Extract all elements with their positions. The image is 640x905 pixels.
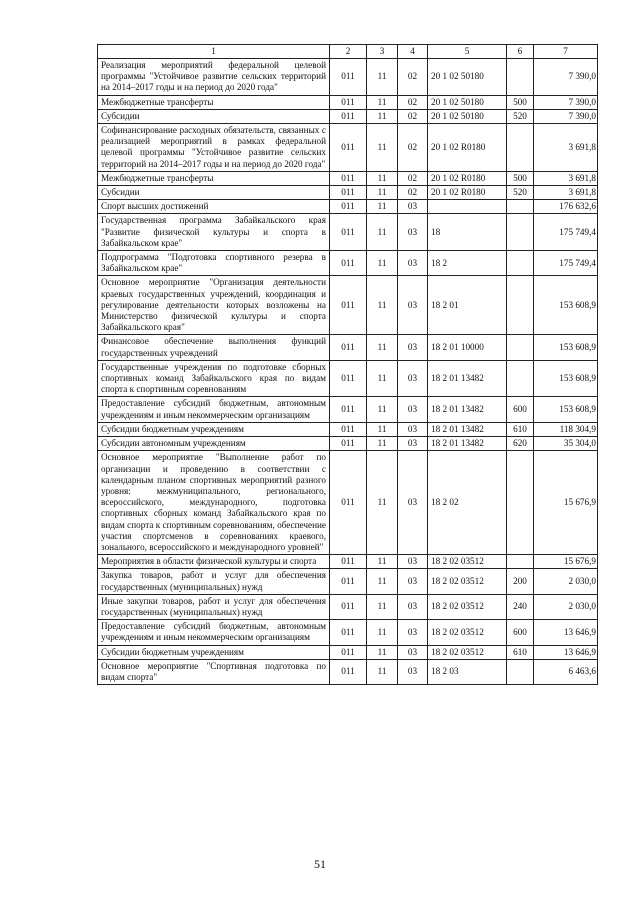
row-amount-cell: 3 691,8 bbox=[534, 171, 598, 185]
row-target-article-cell: 20 1 02 50180 bbox=[428, 95, 507, 109]
row-target-article-cell: 18 2 01 bbox=[428, 276, 507, 335]
row-subsection-cell: 03 bbox=[398, 569, 428, 594]
row-target-article-cell: 20 1 02 50180 bbox=[428, 59, 507, 96]
table-row bbox=[98, 124, 598, 172]
row-amount-cell: 2 030,0 bbox=[534, 569, 598, 594]
row-name-cell: Предоставление субсидий бюджетным, автономным учреждениям и иным некоммерческим организациям bbox=[98, 620, 330, 645]
row-expense-type-cell: 610 bbox=[507, 422, 534, 436]
row-amount-cell: 153 608,9 bbox=[534, 335, 598, 360]
row-grbs-cell: 011 bbox=[330, 59, 367, 96]
row-target-article-cell: 18 2 02 03512 bbox=[428, 555, 507, 569]
row-section-cell: 11 bbox=[367, 200, 398, 214]
table-row bbox=[98, 251, 598, 276]
row-grbs-cell: 011 bbox=[330, 555, 367, 569]
table-row bbox=[98, 214, 598, 251]
row-expense-type-cell bbox=[507, 360, 534, 397]
header-col-4: 4 bbox=[398, 45, 428, 59]
row-amount-cell: 13 646,9 bbox=[534, 620, 598, 645]
row-subsection-cell: 03 bbox=[398, 659, 428, 684]
row-subsection-cell: 03 bbox=[398, 451, 428, 555]
row-amount-cell: 7 390,0 bbox=[534, 59, 598, 96]
table-row bbox=[98, 659, 598, 684]
row-section-cell: 11 bbox=[367, 645, 398, 659]
row-grbs-cell: 011 bbox=[330, 360, 367, 397]
row-subsection-cell: 03 bbox=[398, 422, 428, 436]
row-name-cell: Субсидии bbox=[98, 186, 330, 200]
row-target-article-cell: 18 2 01 13482 bbox=[428, 437, 507, 451]
row-amount-cell: 7 390,0 bbox=[534, 95, 598, 109]
table-row bbox=[98, 171, 598, 185]
header-col-1: 1 bbox=[98, 45, 330, 59]
table-row bbox=[98, 451, 598, 555]
row-grbs-cell: 011 bbox=[330, 451, 367, 555]
row-grbs-cell: 011 bbox=[330, 276, 367, 335]
row-target-article-cell: 20 1 02 R0180 bbox=[428, 124, 507, 172]
table-row bbox=[98, 109, 598, 123]
row-name-cell: Финансовое обеспечение выполнения функций государственных учреждений bbox=[98, 335, 330, 360]
row-subsection-cell: 03 bbox=[398, 251, 428, 276]
row-target-article-cell: 20 1 02 R0180 bbox=[428, 171, 507, 185]
row-amount-cell: 118 304,9 bbox=[534, 422, 598, 436]
header-col-5: 5 bbox=[428, 45, 507, 59]
row-subsection-cell: 03 bbox=[398, 594, 428, 619]
row-grbs-cell: 011 bbox=[330, 335, 367, 360]
table-row bbox=[98, 397, 598, 422]
row-name-cell: Основное мероприятие "Спортивная подготовка по видам спорта" bbox=[98, 659, 330, 684]
row-grbs-cell: 011 bbox=[330, 109, 367, 123]
row-name-cell: Государственная программа Забайкальского края "Развитие физической культуры и спорта в Забайкальском крае" bbox=[98, 214, 330, 251]
table-row bbox=[98, 59, 598, 96]
row-section-cell: 11 bbox=[367, 620, 398, 645]
row-target-article-cell: 18 2 01 10000 bbox=[428, 335, 507, 360]
row-amount-cell: 153 608,9 bbox=[534, 276, 598, 335]
row-name-cell: Государственные учреждения по подготовке сборных спортивных команд Забайкальского края по видам спорта к спортивным соревнованиям bbox=[98, 360, 330, 397]
table-row bbox=[98, 186, 598, 200]
row-name-cell: Основное мероприятие "Выполнение работ по организации и проведению в соответствии с календарным планом спортивных мероприятий разного уровня: межмуниципального, регионального, всероссийского, международного, подготовка спортивных сборных команд Забайкальского края по видам спорта к спортивным соревнованиям, обеспечение участия спортсменов в соревнованиях краевого, зонального, всероссийского и международного уровней" bbox=[98, 451, 330, 555]
row-amount-cell: 35 304,0 bbox=[534, 437, 598, 451]
row-grbs-cell: 011 bbox=[330, 214, 367, 251]
row-target-article-cell: 18 2 02 03512 bbox=[428, 645, 507, 659]
row-section-cell: 11 bbox=[367, 569, 398, 594]
table-row bbox=[98, 569, 598, 594]
page-number: 51 bbox=[314, 857, 326, 871]
row-name-cell: Предоставление субсидий бюджетным, автономным учреждениям и иным некоммерческим организациям bbox=[98, 397, 330, 422]
table-body bbox=[98, 45, 598, 685]
row-name-cell: Реализация мероприятий федеральной целевой программы "Устойчивое развитие сельских территорий на 2014–2017 годы и на период до 2020 года" bbox=[98, 59, 330, 96]
row-section-cell: 11 bbox=[367, 360, 398, 397]
table-row bbox=[98, 437, 598, 451]
row-amount-cell: 15 676,9 bbox=[534, 451, 598, 555]
row-amount-cell: 15 676,9 bbox=[534, 555, 598, 569]
row-target-article-cell: 18 2 01 13482 bbox=[428, 422, 507, 436]
row-subsection-cell: 03 bbox=[398, 276, 428, 335]
row-grbs-cell: 011 bbox=[330, 251, 367, 276]
row-expense-type-cell: 520 bbox=[507, 109, 534, 123]
row-section-cell: 11 bbox=[367, 186, 398, 200]
table-row bbox=[98, 620, 598, 645]
row-subsection-cell: 02 bbox=[398, 109, 428, 123]
budget-table bbox=[97, 44, 598, 685]
row-subsection-cell: 02 bbox=[398, 59, 428, 96]
row-section-cell: 11 bbox=[367, 124, 398, 172]
header-col-2: 2 bbox=[330, 45, 367, 59]
row-target-article-cell bbox=[428, 200, 507, 214]
row-subsection-cell: 03 bbox=[398, 360, 428, 397]
row-section-cell: 11 bbox=[367, 422, 398, 436]
row-expense-type-cell bbox=[507, 451, 534, 555]
row-expense-type-cell bbox=[507, 251, 534, 276]
row-name-cell: Межбюджетные трансферты bbox=[98, 171, 330, 185]
row-target-article-cell: 18 2 02 03512 bbox=[428, 620, 507, 645]
row-section-cell: 11 bbox=[367, 594, 398, 619]
table-row bbox=[98, 360, 598, 397]
row-subsection-cell: 02 bbox=[398, 124, 428, 172]
row-subsection-cell: 03 bbox=[398, 214, 428, 251]
row-name-cell: Субсидии бюджетным учреждениям bbox=[98, 422, 330, 436]
row-amount-cell: 7 390,0 bbox=[534, 109, 598, 123]
row-section-cell: 11 bbox=[367, 214, 398, 251]
row-expense-type-cell: 620 bbox=[507, 437, 534, 451]
row-subsection-cell: 03 bbox=[398, 397, 428, 422]
row-target-article-cell: 18 2 bbox=[428, 251, 507, 276]
row-expense-type-cell bbox=[507, 276, 534, 335]
row-grbs-cell: 011 bbox=[330, 186, 367, 200]
row-expense-type-cell: 610 bbox=[507, 645, 534, 659]
table-row bbox=[98, 422, 598, 436]
row-expense-type-cell: 500 bbox=[507, 95, 534, 109]
row-name-cell: Подпрограмма "Подготовка спортивного резерва в Забайкальском крае" bbox=[98, 251, 330, 276]
row-target-article-cell: 18 2 01 13482 bbox=[428, 397, 507, 422]
row-name-cell: Софинансирование расходных обязательств, связанных с реализацией мероприятий в рамках федеральной целевой программы "Устойчивое развитие сельских территорий на 2014–2017 годы и на период до 2020 года" bbox=[98, 124, 330, 172]
row-name-cell: Основное мероприятие "Организация деятельности краевых государственных учреждений, координация и регулирование деятельности которых возложены на Министерство физической культуры и спорта Забайкальского края" bbox=[98, 276, 330, 335]
table-row bbox=[98, 200, 598, 214]
row-name-cell: Закупка товаров, работ и услуг для обеспечения государственных (муниципальных) нужд bbox=[98, 569, 330, 594]
row-subsection-cell: 03 bbox=[398, 645, 428, 659]
row-amount-cell: 175 749,4 bbox=[534, 251, 598, 276]
table-row bbox=[98, 95, 598, 109]
row-name-cell: Иные закупки товаров, работ и услуг для обеспечения государственных (муниципальных) нужд bbox=[98, 594, 330, 619]
row-target-article-cell: 18 2 03 bbox=[428, 659, 507, 684]
table-header-row bbox=[98, 45, 598, 59]
row-grbs-cell: 011 bbox=[330, 645, 367, 659]
row-section-cell: 11 bbox=[367, 276, 398, 335]
row-amount-cell: 175 749,4 bbox=[534, 214, 598, 251]
row-name-cell: Межбюджетные трансферты bbox=[98, 95, 330, 109]
row-section-cell: 11 bbox=[367, 335, 398, 360]
header-col-6: 6 bbox=[507, 45, 534, 59]
row-section-cell: 11 bbox=[367, 59, 398, 96]
row-expense-type-cell bbox=[507, 124, 534, 172]
table-row bbox=[98, 335, 598, 360]
row-subsection-cell: 03 bbox=[398, 555, 428, 569]
row-target-article-cell: 18 bbox=[428, 214, 507, 251]
row-subsection-cell: 03 bbox=[398, 620, 428, 645]
row-expense-type-cell: 520 bbox=[507, 186, 534, 200]
header-col-3: 3 bbox=[367, 45, 398, 59]
row-amount-cell: 3 691,8 bbox=[534, 124, 598, 172]
row-subsection-cell: 02 bbox=[398, 171, 428, 185]
row-section-cell: 11 bbox=[367, 95, 398, 109]
row-section-cell: 11 bbox=[367, 437, 398, 451]
row-target-article-cell: 18 2 02 03512 bbox=[428, 594, 507, 619]
row-name-cell: Субсидии bbox=[98, 109, 330, 123]
row-section-cell: 11 bbox=[367, 451, 398, 555]
row-name-cell: Субсидии бюджетным учреждениям bbox=[98, 645, 330, 659]
row-amount-cell: 153 608,9 bbox=[534, 360, 598, 397]
row-subsection-cell: 02 bbox=[398, 95, 428, 109]
row-section-cell: 11 bbox=[367, 171, 398, 185]
row-section-cell: 11 bbox=[367, 659, 398, 684]
row-name-cell: Спорт высших достижений bbox=[98, 200, 330, 214]
row-expense-type-cell bbox=[507, 335, 534, 360]
row-grbs-cell: 011 bbox=[330, 594, 367, 619]
row-section-cell: 11 bbox=[367, 397, 398, 422]
row-grbs-cell: 011 bbox=[330, 95, 367, 109]
row-subsection-cell: 03 bbox=[398, 335, 428, 360]
row-amount-cell: 3 691,8 bbox=[534, 186, 598, 200]
row-subsection-cell: 03 bbox=[398, 437, 428, 451]
row-target-article-cell: 18 2 02 03512 bbox=[428, 569, 507, 594]
row-grbs-cell: 011 bbox=[330, 171, 367, 185]
table-row bbox=[98, 645, 598, 659]
row-grbs-cell: 011 bbox=[330, 124, 367, 172]
row-grbs-cell: 011 bbox=[330, 620, 367, 645]
row-section-cell: 11 bbox=[367, 109, 398, 123]
row-target-article-cell: 18 2 02 bbox=[428, 451, 507, 555]
row-amount-cell: 2 030,0 bbox=[534, 594, 598, 619]
row-subsection-cell: 02 bbox=[398, 186, 428, 200]
row-expense-type-cell: 240 bbox=[507, 594, 534, 619]
row-subsection-cell: 03 bbox=[398, 200, 428, 214]
row-expense-type-cell bbox=[507, 59, 534, 96]
row-grbs-cell: 011 bbox=[330, 397, 367, 422]
row-amount-cell: 176 632,6 bbox=[534, 200, 598, 214]
row-grbs-cell: 011 bbox=[330, 569, 367, 594]
row-expense-type-cell bbox=[507, 200, 534, 214]
row-target-article-cell: 20 1 02 R0180 bbox=[428, 186, 507, 200]
row-target-article-cell: 20 1 02 50180 bbox=[428, 109, 507, 123]
row-grbs-cell: 011 bbox=[330, 659, 367, 684]
row-target-article-cell: 18 2 01 13482 bbox=[428, 360, 507, 397]
row-name-cell: Субсидии автономным учреждениям bbox=[98, 437, 330, 451]
row-expense-type-cell: 600 bbox=[507, 397, 534, 422]
table-row bbox=[98, 276, 598, 335]
row-expense-type-cell: 500 bbox=[507, 171, 534, 185]
header-col-7: 7 bbox=[534, 45, 598, 59]
row-grbs-cell: 011 bbox=[330, 422, 367, 436]
row-expense-type-cell bbox=[507, 659, 534, 684]
row-section-cell: 11 bbox=[367, 251, 398, 276]
table-row bbox=[98, 594, 598, 619]
row-name-cell: Мероприятия в области физической культуры и спорта bbox=[98, 555, 330, 569]
row-grbs-cell: 011 bbox=[330, 437, 367, 451]
row-amount-cell: 153 608,9 bbox=[534, 397, 598, 422]
row-amount-cell: 6 463,6 bbox=[534, 659, 598, 684]
row-expense-type-cell bbox=[507, 555, 534, 569]
row-expense-type-cell bbox=[507, 214, 534, 251]
table-row bbox=[98, 555, 598, 569]
row-expense-type-cell: 200 bbox=[507, 569, 534, 594]
row-amount-cell: 13 646,9 bbox=[534, 645, 598, 659]
row-grbs-cell: 011 bbox=[330, 200, 367, 214]
row-section-cell: 11 bbox=[367, 555, 398, 569]
row-expense-type-cell: 600 bbox=[507, 620, 534, 645]
